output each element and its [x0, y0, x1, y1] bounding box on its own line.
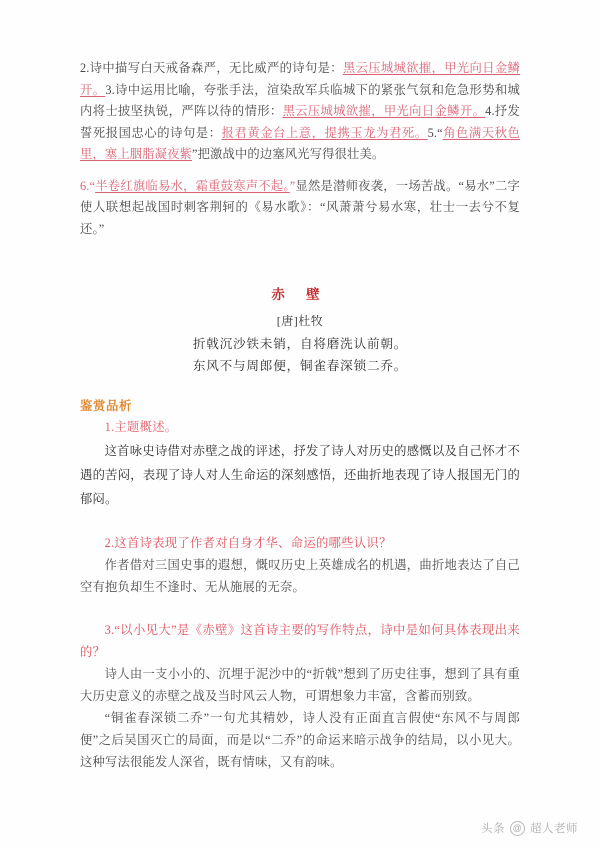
poem-line-2: 东风不与周郎便，铜雀春深锁二乔。	[192, 359, 408, 373]
top-notes-paragraph-1	[80, 58, 520, 166]
note-5-quote: 角色满天秋色里，塞上胭脂凝夜紫	[80, 125, 520, 161]
analysis-section-title: 鉴赏品析	[80, 399, 132, 413]
watermark-platform: 头条	[481, 823, 505, 835]
note-6-number: 6.	[80, 178, 90, 193]
notes-spacer	[80, 166, 520, 176]
at-symbol-icon: @	[510, 821, 525, 836]
watermark	[481, 820, 578, 836]
note-4-quote: 报君黄金台上意，提携玉龙为君死。	[221, 125, 428, 140]
answer-1-text: 这首咏史诗借对赤壁之战的评述，抒发了诗人对历史的感慨以及自己怀才不遇的苦闷，表现了诗人对人生命运的深刻感悟，还曲折地表现了诗人报国无门的郁闷。	[80, 443, 520, 506]
note-6-quote: 半卷红旗临易水，霜重鼓寒声不起。	[95, 178, 290, 193]
note-6-close-quote: ”	[289, 178, 296, 193]
note-5-prefix: 5.“	[427, 125, 443, 140]
poem-block	[80, 284, 520, 377]
note-2-quote: 黑云压城城欲摧，甲光向日金鳞开。	[80, 61, 520, 97]
watermark-account: 超人老师	[530, 823, 578, 835]
answer-3-paragraph-1: 诗人由一支小小的、沉埋于泥沙中的“折戟”想到了历史往事，想到了具有重大历史意义的赤壁之战及当时风云人物，可谓想象力丰富，含蓄而别致。	[80, 667, 520, 703]
poem-line-1: 折戟沉沙铁未销，自将磨洗认前朝。	[192, 337, 408, 351]
question-2-heading: 2.这首诗表现了作者对自身才华、命运的哪些认识？	[104, 535, 392, 550]
note-3-prefix: 3.诗中运用比喻，夸张手法，渲染敌军兵临城下的紧张气氛和危急形势和城内将士披坚执锐，严阵以待的情形：	[80, 82, 520, 118]
top-notes-paragraph-2	[80, 176, 520, 241]
question-3-heading: 3.“以小见大”是《赤壁》这首诗主要的写作特点，诗中是如何具体表现出来的？	[80, 623, 520, 659]
analysis-spacer-2	[80, 598, 520, 620]
answer-2-text: 作者借对三国史事的遐想，慨叹历史上英雄成名的机遇，曲折地表达了自己空有抱负却生不逢时、无从施展的无奈。	[80, 558, 520, 594]
note-6-open-quote: “	[89, 178, 96, 193]
note-4-prefix: 4.抒发誓死报国忠心的诗句是：	[80, 104, 521, 140]
note-3-quote: 黑云压城城欲摧，甲光向日金鳞开。	[282, 104, 486, 118]
note-5-suffix: ”把激战中的边塞风光写得很壮美。	[192, 147, 385, 161]
poem-author: [唐]杜牧	[276, 314, 324, 328]
poem-title: 赤 壁	[271, 287, 329, 302]
note-6-suffix: 显然是潜师夜袭，一场苦战。“易水”二字使人联想起战国时刺客荆轲的《易水歌》：“风萧萧兮易水寒，壮士一去兮不复还。”	[80, 178, 520, 236]
analysis-spacer-1	[80, 511, 520, 533]
answer-3-paragraph-2: “铜雀春深锁二乔”一句尤其精妙，诗人没有正面直言假使“东风不与周郎便”之后吴国灭亡的局面，而是以“二乔”的命运来暗示战争的结局，以小见大。这种写法很能发人深省，既有情味，又有韵味。	[80, 711, 520, 769]
note-2-prefix: 2.诗中描写白天戒备森严，无比威严的诗句是：	[80, 61, 343, 75]
top-notes-block	[80, 58, 520, 240]
question-1-heading: 1.主题概述。	[104, 420, 178, 434]
